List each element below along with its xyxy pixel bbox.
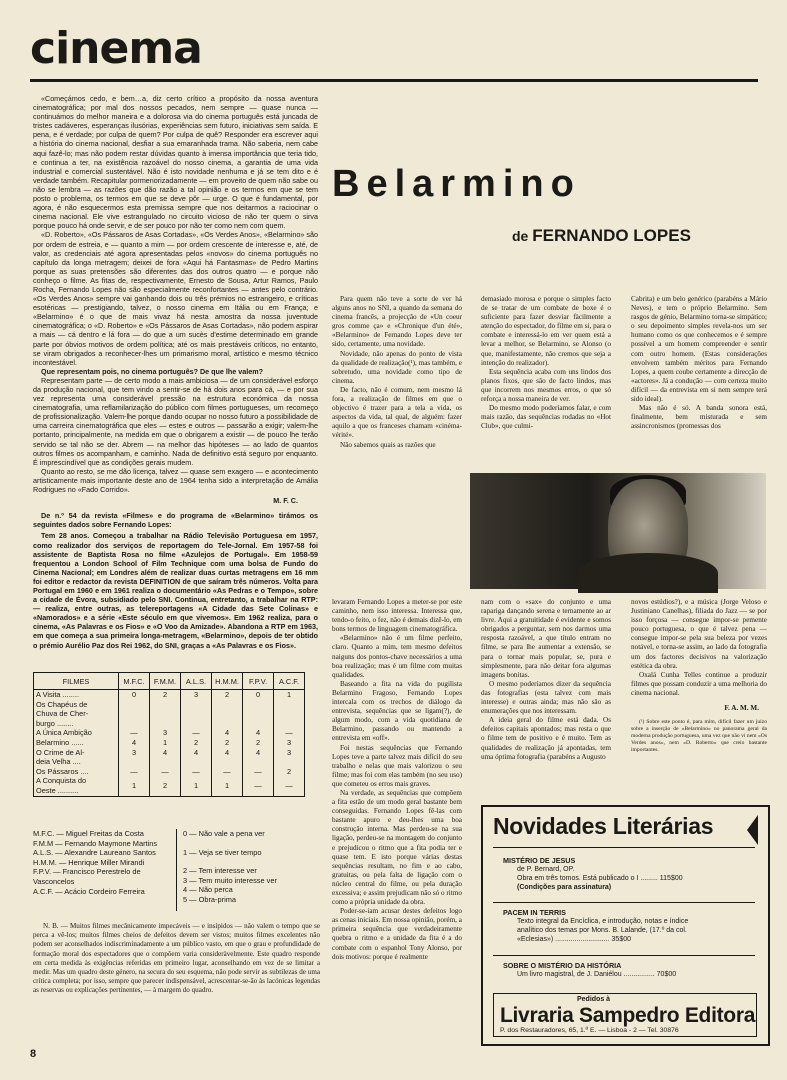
intro-signature: M. F. C. xyxy=(273,496,298,506)
key-divider xyxy=(176,829,177,911)
publisher-address: P. dos Restauradores, 65, 1.º E. — Lisboa - 2 — Tel. 30876 xyxy=(500,1027,679,1034)
rating-cell: 2 xyxy=(150,690,181,700)
rating-cell: 1 xyxy=(274,690,305,700)
byline-name: FERNANDO LOPES xyxy=(532,226,691,245)
rating-cell: 0 xyxy=(243,690,274,700)
rating-cell: 0 xyxy=(119,690,150,700)
rating-cell: 3 xyxy=(119,748,150,758)
ratings-header: M.F.C. xyxy=(119,673,150,690)
scale-entry: 0 — Não vale a pena ver xyxy=(183,829,265,838)
body-para: Para quem não teve a sorte de ver há alguns anos no SNI, a quando da semana do cinema francês, a projecção de «Un coeur gros comme ça» e «Chronique d'un été», «Belarmino» de Fernando Lopes deve ter sido, certamente, uma novidade. xyxy=(332,295,462,349)
ad-book-line: «Eclesias») ............................ 35$00 xyxy=(517,936,631,943)
ad-book xyxy=(503,908,758,944)
rating-cell: 4 xyxy=(119,738,150,748)
film-name-line: Chuva de Cher- xyxy=(36,709,89,719)
rating-cell: 2 xyxy=(212,690,243,700)
rating-cell: 4 xyxy=(181,748,212,758)
critic-entry: F.M.M — Fernando Maymone Martins xyxy=(33,838,158,848)
rating-cell xyxy=(212,757,243,767)
ratings-table-wrap xyxy=(33,672,320,797)
rating-cell: 1 xyxy=(212,776,243,796)
rating-cell: — xyxy=(212,767,243,777)
ratings-header: F.P.V. xyxy=(243,673,274,690)
film-title: Belarmino xyxy=(332,163,581,205)
film-name-line: deia Velha .... xyxy=(36,757,81,767)
ad-book-title: PACEM IN TERRIS xyxy=(503,908,566,917)
body-para: Na verdade, as sequências que compõem a fita estão de um modo geral bastante bem conseguidas. Fernando Lopes fê-las com bastante apuro e deu-lhes uma boa construção interna. Mas perdeu-se na sua ligação, perdeu-se na montagem do conjunto e prejudicou o ritmo que a fita podia ter e quase tem. E isto porque várias destas sequências resultam, no fim e ao cabo, gratuitas, ou pela falta de ligação com o núcleo central do filme, ou pela duração excessiva; e assim prejudicam não só o ritmo como a própria unidade da obra. xyxy=(332,788,462,907)
film-name-line: A Visita ........ xyxy=(36,690,79,699)
film-name-line: A Única Ambição xyxy=(36,728,92,738)
body-para: O mesmo poderíamos dizer da sequência das fotografias (esta talvez com mais interesse) e outras ainda; mas não são as enumerações que nos interessam. xyxy=(481,679,611,716)
body-para: De facto, não é comum, nem mesmo lá fora, a realização de filmes em que o objectivo é trazer para a tela a vida, os aspectos da vida, tal qual, de alguém: fazer aquilo a que os franceses chamam «cinéma-vérité». xyxy=(332,385,462,440)
film-name xyxy=(34,748,119,758)
rating-cell xyxy=(243,757,274,767)
ratings-header: H.M.M. xyxy=(212,673,243,690)
body-para: Baseando a fita na vida do pugilista Belarmino Fragoso, Fernando Lopes intercala com os trechos de diálogo da entrevista, sequências que se ligam(?), de algum modo, com a vida quotidiana de Belarmino, passando ou mantendo a entrevista em «off». xyxy=(332,679,462,743)
ad-book xyxy=(503,856,758,892)
film-name-line: A Conquista do xyxy=(36,776,87,786)
intro-para: «Começámos cedo, e bem…a, diz certo crítico a propósito da nossa aventura cinematográfica; por mal dos nossos pecados, nem sempre — quase nunca — continuámos do melhor maneira e a dolorosa via do cinema português está juncada de tristes cadáveres, esperanças ilusórias, experiências sem futuro, iniciativas sem saída. E pena, e é verdade; por culpa de quem? Por culpa de quê? Responder era escrever aqui a história do cinema nacional, desfiar a sua emaranhada trama. Não saberia, nem cabe aqui fazê-lo; mas não podem restar dúvidas quanto à imensa importância que teria tido, e continua a ter, na existência razoável do nosso cinema, a garantia de uma vida industrial e comercial sustentável. Não é isto novidade nenhuma e já se tem dito e é verdade também. Recapitular pormenorizadamente — em proveito de quem não sabe ou não se lembra — as razões que dão razão a tal opinião e os termos em que se tem posto o problema, os termos em que se deve pôr — urge. O que é fundamental, por agora, é não esquecermos esta premissa sempre que nos deitarmos a raciocinar o cinema nacional. Ele vive estrangulado no circuito vicioso de não ter quem o sirva porque pouco há onde servir, e de ser pouco por não ter como nem com quem. xyxy=(33,94,318,231)
body-para: demasiado morosa e porque o simples facto de se tratar de um combate de boxe é o suficiente para fazer desviar fàcilmente a atenção do espectador, do filme em si, para o combate e interessá-lo em ver quem está a levar a melhor, se Belarmino, se Alonso (o que, manifestamente, não cremos que seja a intenção do realizador). xyxy=(481,295,611,367)
critic-entry: H.M.M. — Henrique Miller Mirandi xyxy=(33,857,145,867)
bio-para: De n.º 54 da revista «Filmes» e do programa de «Belarmino» tirámos os seguintes dados sobre Fernando Lopes: xyxy=(33,511,318,530)
rating-cell: 2 xyxy=(243,738,274,748)
lower-col-2 xyxy=(481,598,611,762)
publisher-name: Livraria Sampedro Editora xyxy=(500,1004,756,1027)
scale-entry: 2 — Tem interesse ver xyxy=(183,866,257,876)
body-para: Poder-se-iam acusar destes defeitos logo as cenas iniciais. Em nossa opinião, porém, a primeira sequência que verdadeiramente quebra o ritmo e a unidade da fita é a do combate com o espanhol Tony Alonso, por dois motivos: porque é realmente xyxy=(332,907,462,961)
ad-divider xyxy=(493,955,755,956)
ad-title: Novidades Literárias xyxy=(493,813,714,839)
ad-book-title: SOBRE O MISTÉRIO DA HISTÓRIA xyxy=(503,961,622,970)
rating-cell: — xyxy=(119,767,150,777)
body-col-1 xyxy=(332,295,462,450)
ad-book-line: de P. Bernard, OP. xyxy=(517,866,575,873)
film-name-line: burgo ........ xyxy=(36,718,74,728)
ad-book-line: analítico dos temas por Mons. B. Lalande, (17.º da col. xyxy=(517,927,687,934)
rating-cell xyxy=(150,757,181,767)
film-name xyxy=(34,767,119,777)
intro-column xyxy=(33,94,318,650)
intro-para: Que representam pois, no cinema português? De que lhe valem? xyxy=(41,366,264,376)
section-title: cinema xyxy=(30,23,202,74)
rating-cell xyxy=(274,757,305,767)
intro-para: Representam parte — de certo modo a mais ambiciosa — de um considerável esforço da produção nacional, que tem vindo a sentir-se de há dois anos para cá, — e por sua vez representa uma considerável pressão na estrutura económica da nossa cinematografia, uma reflamilarização do público com filmes portugueses, um recomeço de profissionalização. Valem-lhe porque dando ocupar no nosso futuro a possibilidade de uma carreira cinematográfica que eles — estes e outros — passarão a exigir; valem-lhe portanto, principalmente, na medida em que o obrigarem a existir — de pouco lhe terão servido se tal não se der. Abrem — na melhor das hipóteses — ao lado de quantos outros filmes os acompanham, e caminho. Nada de definitivo está seguro por enquanto. É imprescindível que as condições gerais mudem. xyxy=(33,375,318,467)
rating-scale xyxy=(183,829,318,905)
ratings-row xyxy=(34,767,305,777)
footnote: (¹) Sobre este ponto é, para mim, difícil fazer um juízo sobre a inserção de «Belarmino» no panorama geral da moderna produção portuguesa, uma vez que não vi nem «Os Verdes anos», nem «D. Roberto» que creio bastante importantes. xyxy=(631,719,767,754)
rating-cell: 3 xyxy=(181,690,212,700)
scale-entry: 4 — Não perca xyxy=(183,885,233,895)
intro-para: «D. Roberto», «Os Pássaros de Asas Cortadas», «Os Verdes Anos», «Belarmino» são por ordem de estreia, e — quanto a mim — por ordem crescente de interesse e, até, de valor, as credenciais até agora apresentadas pelos «novos» do cinema português no capítulo da longa metragem; deixei de fora «Aqui há Fantasmas» de Pedro Martins porque as suas pretensões são diferentes das dos outros quatro — e porque não conheço o filme. As fitas de, respectivamente, Ernesto de Sousa, Artur Ramos, Paulo Rocha, Fernando Lopes não são especialmente reconfortantes — antes pelo contrário. «Os Verdes Anos» sempre vai ganhando dois ou três prémios no estrangeiro, e críticas esotéricas — prestigiando, talvez, o nosso cinema em Itália ou em França; e «Belarmino» é o que de mais vivaz há nesta amostra da nossa juventude cinematográfica; o «D. Roberto» e «Os Pássaros de Asas Cortadas», não podem aspirar a mais — cá dentro e lá fora — do que a um sucès d'estime determinado em grande parte por óbvios motivos de ordem política; até os mais prestáveis críticos, no entanto, se viram obrigados a reconhecer-lhes um primarismo moral, artístico e mesmo técnico incontestável. xyxy=(33,230,318,367)
ratings-row xyxy=(34,728,305,738)
body-para: Novidade, não apenas do ponto de vista da qualidade de realização(¹), mas também, e sobretudo, uma novidade como tipo de cinema. xyxy=(332,349,462,385)
rating-cell: — xyxy=(150,767,181,777)
rating-cell: — xyxy=(181,767,212,777)
scale-entry: 1 — Veja se tiver tempo xyxy=(183,847,262,857)
film-name-line: Oeste .......... xyxy=(36,785,79,795)
intro-para: Quanto ao resto, se me dão licença, talvez — quase sem exagero — e acontecimento artisticamente mais importante deste ano de 1964 tenha sido a interpretação de Amália Rodrigues no «Fado Corrido». xyxy=(33,466,318,495)
body-para: Esta sequência acaba com uns lindos dos planos fixos, que são de facto lindos, mas que incorrem nos mesmos erros, o que só reforça a nossa maneira de ver. xyxy=(481,367,611,404)
ratings-row xyxy=(34,690,305,700)
body-col-2 xyxy=(481,295,611,431)
bookshop-ad xyxy=(481,805,770,1046)
ratings-header: A.C.F. xyxy=(274,673,305,690)
ratings-row xyxy=(34,700,305,729)
critic-entry: A.C.F. — Acácio Cordeiro Ferreira xyxy=(33,886,145,896)
arrow-left-icon xyxy=(747,815,758,845)
bio-para: Tem 28 anos. Começou a trabalhar na Rádio Televisão Portuguesa em 1957, como realizador dos serviços de reportagem do Tele-Jornal. Em 1957-58 foi assistente de Baptista Rosa no filme «Azulejos de Portugal». Em 1958-59 frequentou a London School of Film Technique com uma bolsa de Fundo do Cinema Nacional; em Londres além de realizar duas curtas metragens em 16 mm foi editor e redactor da revista DEFINITION de que saíram três números. Volta para Portugal em 1960 e em 1961 realiza o documentário «As Pedras e o Tempo», sobre a cidade de Évora, subsidiado pelo SNI. Continua, entretanto, a trabalhar na RTP: — realiza, entre outras, as telereportagens «A Cidade das Sete Colinas» e «Namorados» e a série «Este século em que vivemos». Em 1962 realiza, para o cinema, «As Palavras e os Fios» e «O Voo da Amizade». Abandona a RTP em 1963, em que começa a sua primeira longa-metragem, «Belarmino», depois de ter obtido o prémio Aurélio Paz dos Rei 1962, do SNI, graças a «As Palavras e os Fios». xyxy=(33,531,318,650)
rating-cell xyxy=(243,700,274,729)
rating-cell: 2 xyxy=(181,738,212,748)
rating-cell: 4 xyxy=(212,728,243,738)
ratings-header: F.M.M. xyxy=(150,673,181,690)
rating-cell: — xyxy=(274,776,305,796)
rating-cell: 1 xyxy=(150,738,181,748)
film-name xyxy=(34,728,119,738)
rating-cell xyxy=(274,700,305,729)
nb-para: N. B. — Muitos filmes mecânicamente impecáveis — e insípidos — não valem o tempo que se perca a vê-los; muitos filmes cheios de defeitos devem ser vistos; muitos filmes excelentes não podem ser aconselhados indiscriminadamente a um público vasto, em que o grau e profundidade de formação moral dos espectadores que o compõem varia consideràvelmente. Este quadro responde em certa medida às exigências referidas em primeiro lugar, aconselhando em vez de se limitar a medir. Mas um quadro deste género, na secura do seu esquema, não pode servir as subtilezas de uma crítica completa; por isso, sempre que parecer indispensável, acrescentar-se-ão às lacónicas legendas as reservas ou explicações pertinentes, — à margem do quadro. xyxy=(33,922,320,995)
publisher-prefix: Pedidos à xyxy=(577,996,611,1003)
body-para: Mas não é só. A banda sonora está, finalmente, bem misturada e sem assincronismos (promessas dos xyxy=(631,404,767,431)
ratings-table xyxy=(33,672,305,797)
rating-cell xyxy=(150,700,181,729)
ad-book-line: (Condições para assinatura) xyxy=(517,884,612,891)
ad-book xyxy=(503,961,758,979)
film-name xyxy=(34,690,119,700)
publisher-box xyxy=(493,993,757,1037)
ad-divider xyxy=(493,902,755,903)
rating-cell xyxy=(212,700,243,729)
ratings-row xyxy=(34,776,305,796)
film-name xyxy=(34,700,119,729)
film-name xyxy=(34,738,119,748)
film-name xyxy=(34,757,119,767)
lower-col-1 xyxy=(332,598,462,962)
byline xyxy=(512,226,691,246)
body-para: levaram Fernando Lopes a meter-se por este caminho, nem isso interessa. Interessa que, tendo-o feito, o fez, não é demais dizê-lo, em bons termos de linguagem cinematográfica. xyxy=(332,598,462,634)
body-para: Do mesmo modo poderíamos falar, e com mais razão, das sequências rodadas no «Hot Club», que culmi- xyxy=(481,404,611,431)
body-para: Foi nestas sequências que Fernando Lopes teve a parte talvez mais difícil do seu trabalho e nelas que mais valorizou o seu filme; mas foi com elas também (no seu uso) que cometeu os erros mais graves. xyxy=(332,743,462,788)
rating-cell xyxy=(119,700,150,729)
ratings-header: A.L.S. xyxy=(181,673,212,690)
body-para: «Belarmino» não é um filme perfeito, claro. Quanto a mim, tem mesmo defeitos naiguns dos pontos-chave necessários a uma boa realização; mas é um filme com muitas qualidades. xyxy=(332,634,462,679)
scale-entry: 3 — Tem muito interesse ver xyxy=(183,875,277,885)
ratings-row xyxy=(34,738,305,748)
page-number: 8 xyxy=(30,1048,37,1060)
rating-cell: 3 xyxy=(274,748,305,758)
rating-cell xyxy=(119,757,150,767)
lower-col-3 xyxy=(631,598,767,754)
critic-entry: A.L.S. — Alexandre Laureano Santos xyxy=(33,848,156,858)
body-col-3 xyxy=(631,295,767,431)
rating-cell xyxy=(181,700,212,729)
critic-entry: F.P.V. — Francisco Perestrelo de Vasconcelos xyxy=(33,867,141,886)
rating-cell xyxy=(181,757,212,767)
ad-book-line: Obra em três tomos. Está publicado o I ......... 115$00 xyxy=(517,875,683,882)
rating-cell: 4 xyxy=(243,748,274,758)
ratings-row xyxy=(34,748,305,758)
body-para: nam com o «sax» do conjunto e uma rapariga dançando serena e ternamente ao ar livre. Aqui a gratuitidade é evidente e somos obrigados a perguntar, sem nos darmos uma resposta razoável, a que título entram no filme, se para lhe aumentar a extensão, se para o tornar mais popular, se, pura e simplesmente, para não deitar fora algumas imagens bonitas. xyxy=(481,598,611,679)
ad-book-line: Texto integral da Encíclica, e introdução, notas e índice xyxy=(517,918,689,925)
nb-block xyxy=(33,922,320,996)
rating-cell: 3 xyxy=(274,738,305,748)
rating-cell: — xyxy=(119,728,150,738)
body-para: Não sabemos quais as razões que xyxy=(340,440,436,449)
ratings-header: FILMES xyxy=(34,673,119,690)
ad-divider xyxy=(493,847,755,848)
rating-cell: 3 xyxy=(150,728,181,738)
rating-cell: — xyxy=(243,776,274,796)
film-name-line: Belarmino ...... xyxy=(36,737,84,747)
rating-cell: — xyxy=(243,767,274,777)
rating-cell: 2 xyxy=(274,767,305,777)
rating-cell: 1 xyxy=(181,776,212,796)
body-para: Oxalá Cunha Telles continue a produzir filmes que possam conduzir a uma melhoria do cinema nacional. xyxy=(631,670,767,697)
rating-cell: 4 xyxy=(150,748,181,758)
film-name-line: Os Chapéus de xyxy=(36,699,88,709)
film-name xyxy=(34,776,119,796)
film-name-line: Os Pássaros .... xyxy=(36,766,89,776)
ad-book-title: MISTÉRIO DE JESUS xyxy=(503,856,576,865)
ad-book-line: Um livro magistral, de J. Daniélou ................ 70$00 xyxy=(517,971,677,978)
ratings-row xyxy=(34,757,305,767)
body-para: Cabrita) e um belo genérico (parabéns a Mário Neves), e tem o próprio Belarmino. Sem rasgos de génio, Belarmino torna-se simpático; o seu depoimento simples revela-nos um ser humano como os que conhecemos e é sempre possível a um homem compreender e sentir com outro homem. (Estas considerações envolvem também méritos para Fernando Lopes, a quem coube certamente a direcção de «actores». Já a condução — com certeza muito difícil — da entrevista em si nem sempre terá sido ideal). xyxy=(631,295,767,404)
rating-cell: 4 xyxy=(243,728,274,738)
rating-cell: 4 xyxy=(212,748,243,758)
rating-cell: — xyxy=(274,728,305,738)
critics-key xyxy=(33,829,171,896)
body-para: A ideia geral do filme está dada. Os defeitos capitais apontados; mas resta o que o filme tem de positivo e é muito. Tem as qualidades de realização já apontadas, tem uma óptima fotografia (parabéns a Augusto xyxy=(481,716,611,761)
body-para: novos estúdios?), e a música (Jorge Veloso e Justiniano Canelhas), filiada do Jazz — se por isso forçosa — consegue impor-se pemente pouco portuguesa, o que é talvez pena — consegue impor-se pela sua beleza por vezes notável, e torna-se assim, ao lado da fotografia um dos factores decisivos na valorização estética da obra. xyxy=(631,598,767,670)
top-rule xyxy=(30,79,758,82)
article-signature: F. A. M. M. xyxy=(724,704,759,713)
rating-cell: 2 xyxy=(150,776,181,796)
rating-cell: 2 xyxy=(212,738,243,748)
rating-cell: 1 xyxy=(119,776,150,796)
belarmino-photo xyxy=(470,473,766,589)
byline-prefix: de xyxy=(512,228,529,244)
critic-entry: M.F.C. — Miguel Freitas da Costa xyxy=(33,829,144,838)
rating-cell: — xyxy=(181,728,212,738)
scale-entry: 5 — Obra-prima xyxy=(183,894,236,904)
film-name-line: O Crime de Al- xyxy=(36,747,85,757)
